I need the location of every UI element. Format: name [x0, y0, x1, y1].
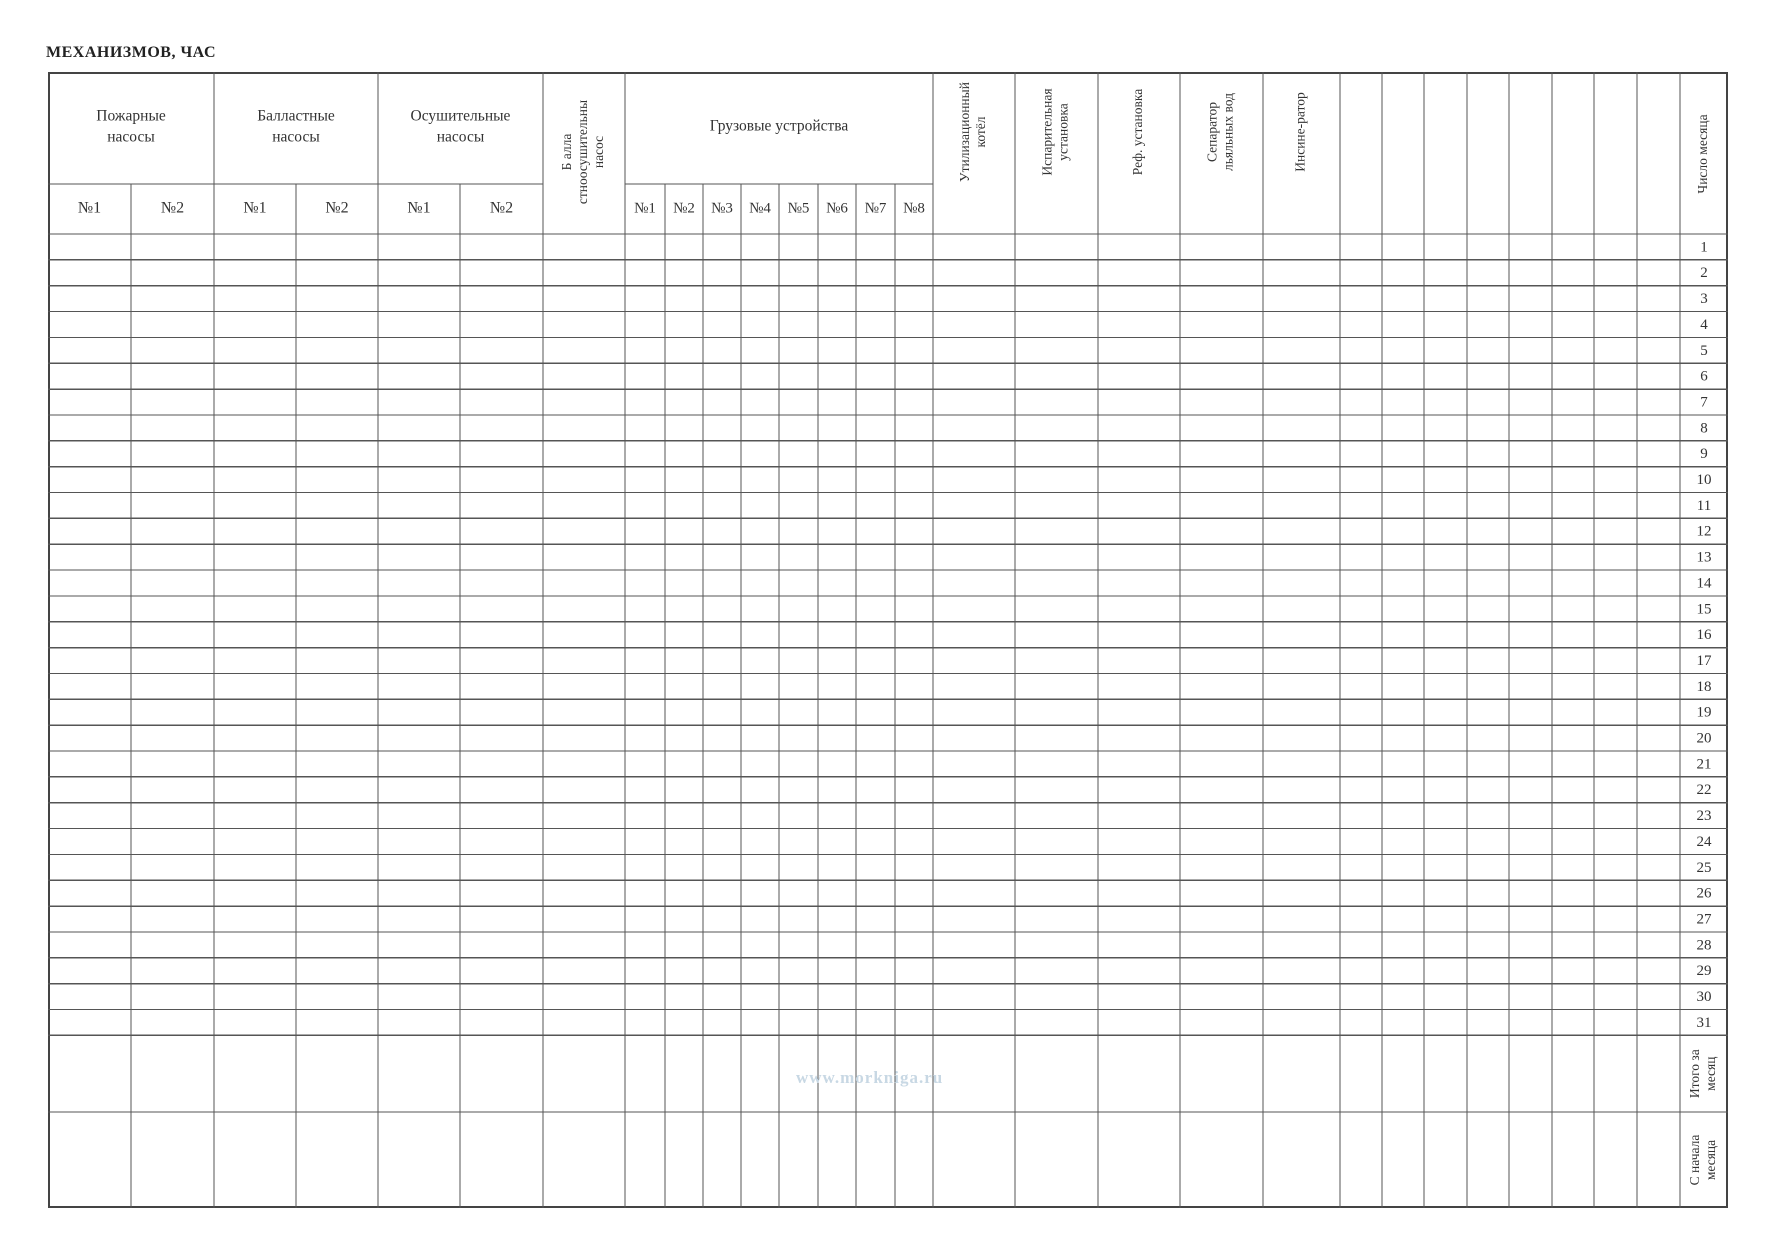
equipment-header-line: Реф. установка	[1130, 88, 1146, 176]
day-number: 11	[1696, 497, 1712, 514]
log-table	[48, 72, 1728, 1208]
day-number: 15	[1696, 601, 1712, 618]
day-number: 2	[1700, 265, 1708, 282]
summary-row-label: месяца	[1703, 1139, 1719, 1181]
day-number: 22	[1696, 782, 1712, 799]
cargo-sub-header: №4	[749, 200, 771, 217]
table-frame	[49, 73, 1727, 1207]
sub-header: №2	[160, 199, 185, 217]
equipment-header-line: Утилизационный	[957, 82, 973, 182]
day-number: 17	[1696, 652, 1712, 669]
sub-header: №1	[243, 199, 267, 217]
day-number: 4	[1700, 316, 1708, 333]
day-number: 3	[1700, 291, 1708, 308]
day-number: 9	[1700, 446, 1708, 463]
bilge-header-line: насос	[591, 135, 607, 169]
equipment-header-line: котёл	[973, 116, 989, 148]
cargo-sub-header: №2	[673, 200, 695, 217]
day-number: 18	[1696, 678, 1712, 695]
cargo-sub-header: №6	[826, 200, 848, 217]
cargo-sub-header: №5	[787, 200, 810, 217]
day-number: 16	[1696, 627, 1712, 644]
day-number: 12	[1696, 523, 1712, 540]
day-number: 1	[1700, 239, 1708, 256]
day-number: 6	[1700, 368, 1708, 385]
day-column-header: Число месяца	[1695, 114, 1711, 194]
cargo-sub-header: №7	[864, 200, 887, 217]
day-number: 21	[1696, 756, 1712, 773]
day-number: 13	[1696, 549, 1712, 566]
group-header-line: насосы	[107, 128, 155, 146]
cargo-sub-header: №8	[903, 200, 925, 217]
summary-row-label: месяц	[1703, 1056, 1719, 1091]
cargo-header: Грузовые устройства	[709, 117, 849, 135]
day-number: 28	[1696, 937, 1712, 954]
summary-row-label: С начала	[1687, 1134, 1703, 1186]
equipment-header-line: установка	[1055, 103, 1071, 161]
sub-header: №1	[77, 199, 102, 217]
day-number: 25	[1696, 859, 1712, 876]
day-number: 7	[1700, 394, 1708, 411]
day-number: 14	[1696, 575, 1712, 592]
day-number: 10	[1696, 472, 1712, 489]
day-number: 20	[1696, 730, 1712, 747]
day-number: 8	[1700, 420, 1708, 437]
sub-header: №1	[407, 199, 431, 217]
cargo-sub-header: №3	[711, 200, 733, 217]
day-number: 19	[1696, 704, 1712, 721]
group-header-line: Пожарные	[96, 107, 166, 125]
group-header-line: Осушительные	[410, 107, 511, 125]
equipment-header-line: Инсине-ратор	[1292, 92, 1308, 172]
day-number: 27	[1696, 911, 1712, 928]
day-number: 24	[1696, 833, 1712, 850]
bilge-header-line: стноосушительны	[575, 99, 591, 205]
summary-row-label: Итого за	[1687, 1049, 1703, 1099]
group-header-line: насосы	[272, 128, 320, 146]
day-number: 30	[1696, 989, 1712, 1006]
bilge-header-line: Б алла	[559, 133, 575, 171]
equipment-header-line: Сепаратор	[1204, 102, 1220, 162]
group-header-line: Балластные	[257, 107, 335, 125]
page-title: МЕХАНИЗМОВ, ЧАС	[46, 44, 216, 61]
equipment-header-line: льяльных вод	[1220, 93, 1236, 171]
day-number: 31	[1696, 1014, 1712, 1031]
group-header-line: насосы	[436, 128, 485, 146]
sub-header: №2	[489, 199, 514, 217]
watermark: www.morkniga.ru	[796, 1068, 944, 1087]
sub-header: №2	[325, 199, 349, 217]
equipment-header-line: Испарительная	[1039, 88, 1055, 176]
day-number: 26	[1696, 885, 1712, 902]
day-number: 23	[1696, 808, 1712, 825]
cargo-sub-header: №1	[634, 200, 656, 217]
day-number: 29	[1696, 963, 1712, 980]
day-number: 5	[1700, 342, 1708, 359]
